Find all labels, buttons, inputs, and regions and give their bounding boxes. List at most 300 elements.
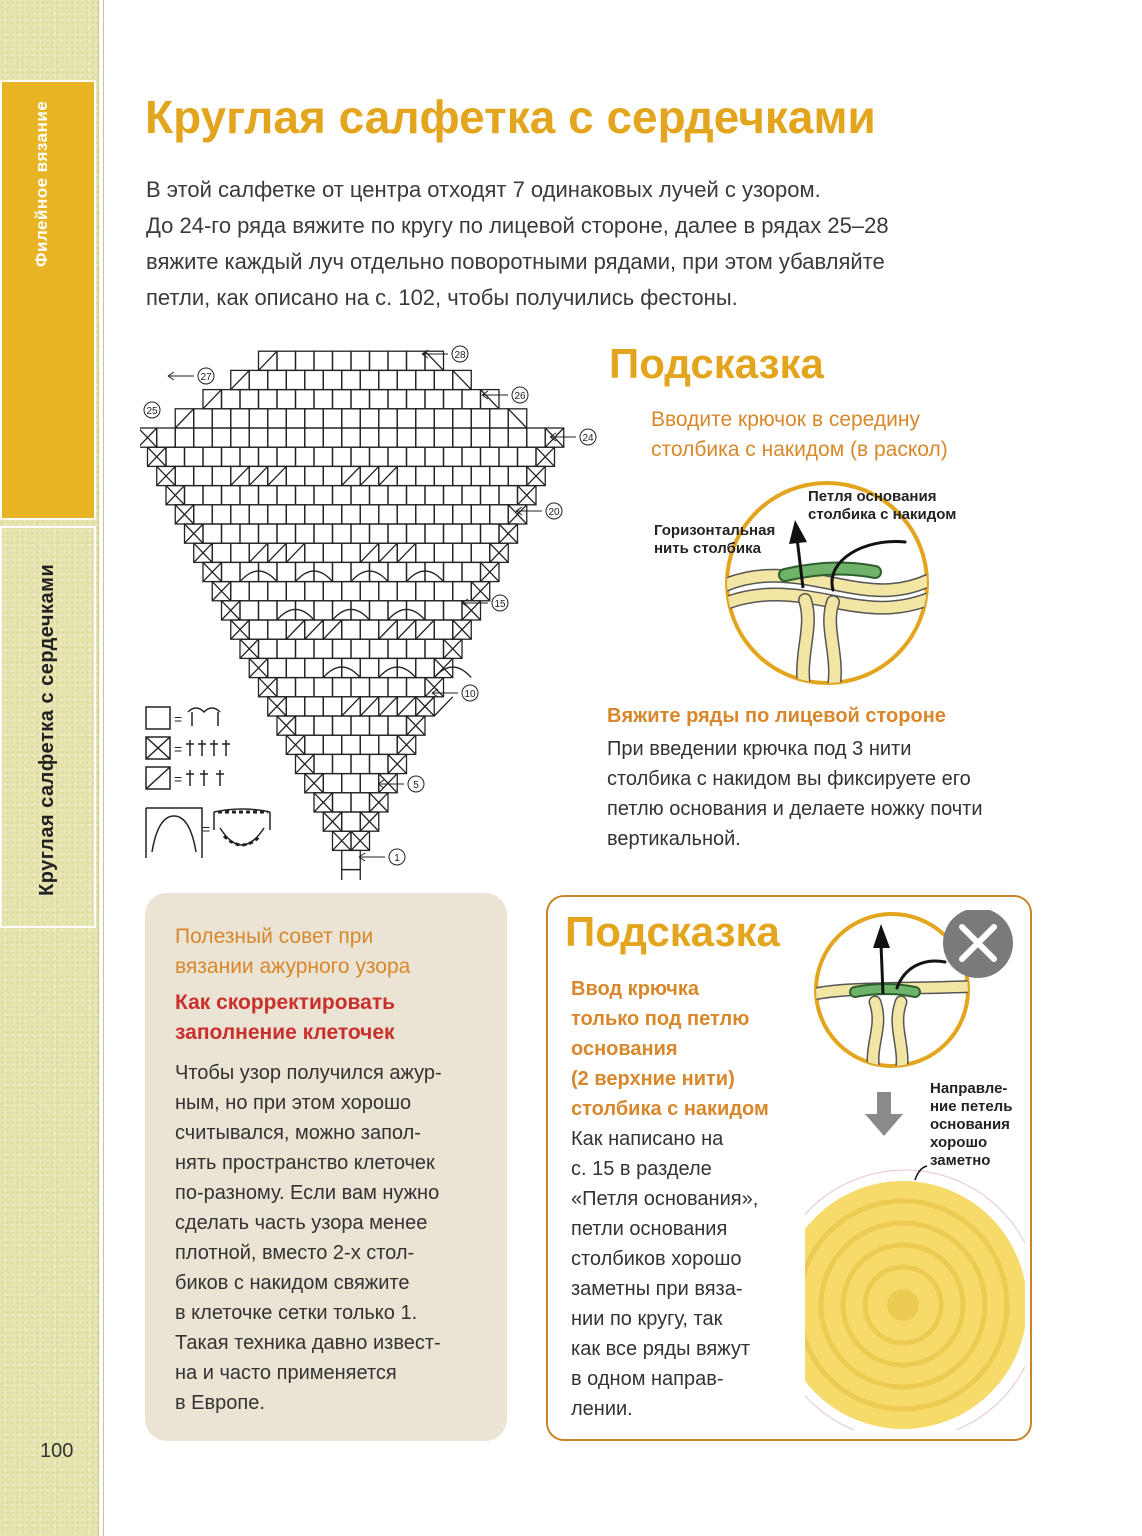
chart-cell (360, 409, 379, 428)
advice-line: считывался, можно запол- (175, 1122, 421, 1144)
chart-cell (240, 390, 259, 409)
chart-cell (416, 409, 435, 428)
chart-cell (333, 390, 352, 409)
chart-cell (296, 639, 315, 658)
down-arrow-icon (865, 1092, 903, 1136)
hint1-subtitle-line: столбика с накидом (в раскол) (651, 438, 948, 461)
sidebar-divider (98, 0, 104, 1536)
chart-cell (323, 466, 342, 485)
chart-cell (323, 774, 342, 793)
chart-cell (286, 582, 305, 601)
chart-cell (323, 582, 342, 601)
advice-heading-line: вязании ажурного узора (175, 955, 411, 978)
section-tab (0, 80, 96, 520)
chart-cell (323, 543, 342, 562)
chart-cell (268, 620, 287, 639)
chart-cell (212, 409, 231, 428)
chart-cell (249, 409, 268, 428)
chart-cell (471, 466, 490, 485)
advice-line: в Европе. (175, 1392, 265, 1414)
chart-cell (490, 409, 509, 428)
chart-cell (462, 486, 481, 505)
hint2-subtitle-line: Ввод крючка (571, 978, 699, 1000)
chart-cell (342, 735, 361, 754)
diagonal-mark (508, 409, 527, 428)
chart-cell (434, 582, 453, 601)
chart-cell (323, 697, 342, 716)
chart-cell (434, 466, 453, 485)
chart-cell (222, 390, 241, 409)
svg-text:=: = (174, 771, 183, 787)
chart-cell (277, 351, 296, 370)
advice-line: по-разному. Если вам нужно (175, 1182, 440, 1204)
chart-cell (194, 409, 213, 428)
chart-cell (370, 486, 389, 505)
chart-cell (370, 447, 389, 466)
chart-cell (342, 409, 361, 428)
chart-cell (157, 428, 176, 447)
chart-cell (416, 543, 435, 562)
chart-cell (342, 370, 361, 389)
row-number: 27 (200, 372, 212, 383)
chart-cell (268, 658, 287, 677)
chart-cell (434, 370, 453, 389)
hint1-subtitle-line: Вводите крючок в середину (651, 408, 920, 431)
chart-cell (286, 466, 305, 485)
chart-cell (407, 486, 426, 505)
advice-line: Такая техника давно извест- (175, 1332, 441, 1354)
advice-heading (175, 922, 410, 982)
chart-cell (277, 390, 296, 409)
chart-cell (388, 562, 407, 581)
svg-text:=: = (174, 711, 183, 727)
chart-cell (249, 505, 268, 524)
diagonal-mark (323, 620, 342, 639)
chart-cell (286, 505, 305, 524)
row-arrow (550, 433, 576, 441)
chart-cell (360, 370, 379, 389)
chart-cell (277, 562, 296, 581)
chart-cell (323, 370, 342, 389)
chart-cell (407, 390, 426, 409)
diagonal-mark (360, 543, 379, 562)
chapter-tab (0, 526, 96, 928)
chart-legend (146, 707, 270, 858)
chart-cell (314, 524, 333, 543)
chart-cell (508, 428, 527, 447)
chart-cell (397, 582, 416, 601)
diagonal-mark (397, 543, 416, 562)
diagonal-mark (305, 620, 324, 639)
crochet-chart (140, 340, 620, 880)
chart-cell (305, 658, 324, 677)
row-number: 10 (464, 689, 476, 700)
stitch-illustration-2 (805, 910, 1025, 1430)
chart-cell (212, 505, 231, 524)
chart-cell (471, 505, 490, 524)
chart-cell (342, 774, 361, 793)
chart-cell (342, 870, 361, 880)
intro-paragraph (146, 172, 1066, 316)
chart-cell (277, 486, 296, 505)
chart-cell (351, 524, 370, 543)
chart-cell (490, 466, 509, 485)
chart-cell (471, 409, 490, 428)
chart-cell (342, 428, 361, 447)
chart-cell (351, 716, 370, 735)
chart-cell (249, 428, 268, 447)
row-arrow (359, 853, 385, 861)
chart-cell (444, 447, 463, 466)
chart-cell (379, 409, 398, 428)
diagonal-mark (231, 370, 250, 389)
chart-cell (351, 793, 370, 812)
chart-cell (425, 601, 444, 620)
advice-line: на и часто применяется (175, 1362, 397, 1384)
diagonal-mark (360, 466, 379, 485)
advice-line: нять пространство клеточек (175, 1152, 435, 1174)
hint2-line: нии по кругу, так (571, 1308, 723, 1330)
chart-cell (508, 466, 527, 485)
hint2-subtitle (571, 974, 769, 1124)
chart-cell (185, 486, 204, 505)
advice-line: Чтобы узор получился ажур- (175, 1062, 442, 1084)
chart-cell (434, 409, 453, 428)
chart-cell (305, 466, 324, 485)
chart-cell (360, 735, 379, 754)
label-line: Петля основания (808, 488, 937, 505)
intro-line: В этой салфетке от центра отходят 7 одинаковых лучей с узором. (146, 177, 821, 202)
hint2-subtitle-line: только под петлю (571, 1008, 750, 1030)
diagonal-mark (397, 620, 416, 639)
chart-cell (212, 428, 231, 447)
chart-cell (212, 543, 231, 562)
chart-cell (305, 370, 324, 389)
diagonal-mark (249, 466, 268, 485)
chart-grid (140, 351, 564, 880)
chart-cell (434, 428, 453, 447)
label-base-loop (808, 488, 956, 524)
chart-cell (416, 505, 435, 524)
chart-cell (360, 582, 379, 601)
diagonal-mark (379, 620, 398, 639)
label-horizontal-thread (654, 522, 775, 558)
diagonal-mark (249, 543, 268, 562)
chapter-label: Круглая салфетка с сердечками (36, 563, 58, 896)
chart-cell (434, 543, 453, 562)
chart-cell (333, 486, 352, 505)
chart-cell (416, 658, 435, 677)
diagonal-mark (397, 697, 416, 716)
hint2-line: с. 15 в разделе (571, 1158, 712, 1180)
chart-cell (342, 543, 361, 562)
chart-cell (333, 678, 352, 697)
chart-cell (268, 582, 287, 601)
chart-cell (388, 390, 407, 409)
chart-cell (314, 447, 333, 466)
diagonal-mark (453, 370, 472, 389)
chart-cell (416, 428, 435, 447)
chart-cell (490, 505, 509, 524)
chart-cell (351, 754, 370, 773)
chart-cell (175, 428, 194, 447)
chart-cell (425, 639, 444, 658)
chart-cell (212, 466, 231, 485)
chart-cell (286, 409, 305, 428)
hint2-line: столбиков хорошо (571, 1248, 742, 1270)
intro-line: вяжите каждый луч отдельно поворотными рядами, при этом убавляйте (146, 249, 885, 274)
chart-cell (360, 774, 379, 793)
chart-cell (518, 447, 537, 466)
chart-cell (425, 447, 444, 466)
row-number: 26 (514, 391, 526, 402)
chart-cell (397, 409, 416, 428)
advice-body (175, 1058, 442, 1418)
chart-cell (305, 409, 324, 428)
chart-cell (296, 486, 315, 505)
chart-cell (305, 697, 324, 716)
chart-cell (249, 620, 268, 639)
direction-label-line: Направле- (930, 1080, 1008, 1097)
chart-cell (425, 390, 444, 409)
diagonal-mark (286, 543, 305, 562)
hint2-line: как все ряды вяжут (571, 1338, 751, 1360)
chart-cell (296, 716, 315, 735)
chart-cell (388, 639, 407, 658)
advice-line: в клеточке сетки только 1. (175, 1302, 418, 1324)
chart-cell (259, 447, 278, 466)
advice-subheading-line: заполнение клеточек (175, 1021, 395, 1044)
chart-cell (370, 524, 389, 543)
chart-cell (444, 486, 463, 505)
chart-cell (259, 486, 278, 505)
chart-cell (407, 447, 426, 466)
chart-cell (444, 390, 463, 409)
advice-line: биков с накидом свяжите (175, 1272, 410, 1294)
chart-cell (453, 582, 472, 601)
chart-cell (481, 447, 500, 466)
direction-label-line: заметно (930, 1152, 991, 1169)
hint2-subtitle-line: столбика с накидом (571, 1098, 769, 1120)
diagonal-mark (416, 620, 435, 639)
chart-cell (388, 447, 407, 466)
chart-cell (360, 428, 379, 447)
chart-cell (416, 582, 435, 601)
rows-text-line: вертикальной. (607, 828, 741, 850)
advice-heading-line: Полезный совет при (175, 925, 374, 948)
chart-cell (175, 466, 194, 485)
chart-cell (194, 466, 213, 485)
chart-cell (185, 447, 204, 466)
chart-cell (462, 390, 481, 409)
chart-cell (323, 735, 342, 754)
row-arrow (168, 372, 194, 380)
chart-cell (481, 524, 500, 543)
chart-cell (462, 524, 481, 543)
chart-cell (370, 716, 389, 735)
direction-label-line: основания (930, 1116, 1010, 1133)
chart-cell (240, 524, 259, 543)
chart-cell (397, 505, 416, 524)
chart-cell (222, 524, 241, 543)
chart-cell (314, 639, 333, 658)
chart-cell (388, 486, 407, 505)
page-title: Круглая салфетка с сердечками (145, 91, 876, 143)
chart-cell (240, 447, 259, 466)
diagonal-mark (434, 697, 453, 716)
chart-cell (323, 505, 342, 524)
chart-cell (333, 447, 352, 466)
chart-cell (259, 601, 278, 620)
chart-cell (231, 428, 250, 447)
chart-cell (333, 639, 352, 658)
chart-cell (388, 716, 407, 735)
chart-cell (379, 505, 398, 524)
hint2-body (571, 1124, 758, 1424)
chart-cell (333, 562, 352, 581)
chart-cell (277, 639, 296, 658)
chart-cell (397, 370, 416, 389)
chart-cell (370, 601, 389, 620)
chart-cell (259, 390, 278, 409)
chart-cell (333, 524, 352, 543)
chart-cell (296, 351, 315, 370)
chart-cell (314, 486, 333, 505)
hint1-subtitle (651, 405, 948, 465)
chart-cell (360, 658, 379, 677)
chart-cell (305, 582, 324, 601)
hint2-line: петли основания (571, 1218, 728, 1240)
chart-cell (527, 428, 546, 447)
chart-cell (453, 409, 472, 428)
advice-subheading-line: Как скорректировать (175, 991, 396, 1014)
label-line: Горизонтальная (654, 522, 776, 539)
diagonal-mark (268, 543, 287, 562)
hint1-title: Подсказка (609, 340, 824, 387)
chart-cell (305, 505, 324, 524)
direction-label (930, 1080, 1012, 1170)
chart-cell (379, 428, 398, 447)
diagonal-mark (379, 466, 398, 485)
diagonal-mark (481, 390, 500, 409)
chart-cell (397, 428, 416, 447)
chart-cell (323, 409, 342, 428)
chart-cell (277, 524, 296, 543)
chart-cell (351, 486, 370, 505)
chart-cell (379, 582, 398, 601)
chart-cell (471, 543, 490, 562)
chart-cell (490, 428, 509, 447)
direction-label-line: ние петель (930, 1098, 1013, 1115)
hint2-line: в одном направ- (571, 1368, 724, 1390)
chart-cell (370, 678, 389, 697)
chart-cell (462, 562, 481, 581)
chart-cell (453, 466, 472, 485)
chart-cell (203, 447, 222, 466)
chart-cell (268, 409, 287, 428)
row-number: 5 (413, 780, 419, 791)
chart-cell (370, 351, 389, 370)
chart-cell (249, 582, 268, 601)
chart-cell (425, 486, 444, 505)
label-line: столбика с накидом (808, 506, 957, 523)
chart-cell (379, 370, 398, 389)
chart-cell (296, 678, 315, 697)
row-arrow (432, 689, 458, 697)
svg-text:=: = (174, 741, 183, 757)
chart-cell (286, 428, 305, 447)
chart-cell (305, 735, 324, 754)
chart-cell (342, 620, 361, 639)
chart-cell (499, 486, 518, 505)
chart-cell (259, 639, 278, 658)
chart-cell (333, 716, 352, 735)
rows-heading: Вяжите ряды по лицевой стороне (607, 705, 946, 727)
hint2-line: лении. (571, 1398, 633, 1420)
chart-cell (462, 447, 481, 466)
chart-cell (240, 601, 259, 620)
chart-cell (203, 486, 222, 505)
diagonal-mark (342, 466, 361, 485)
advice-line: ным, но при этом хорошо (175, 1092, 412, 1114)
chart-cell (360, 505, 379, 524)
hint2-line: «Петля основания», (571, 1188, 759, 1210)
row-arrow (516, 507, 542, 515)
label-line: нить столбика (654, 540, 761, 557)
chart-cell (222, 562, 241, 581)
hint2-title: Подсказка (565, 908, 780, 955)
chart-cell (453, 428, 472, 447)
chart-cell (333, 793, 352, 812)
diagonal-mark (360, 697, 379, 716)
advice-line: сделать часть узора менее (175, 1212, 428, 1234)
chart-cell (351, 678, 370, 697)
chart-cell (305, 428, 324, 447)
hint2-line: заметны при вяза- (571, 1278, 743, 1300)
chart-cell (314, 716, 333, 735)
chart-cell (342, 582, 361, 601)
chart-cell (342, 812, 361, 831)
diagonal-mark (286, 620, 305, 639)
chart-cell (453, 505, 472, 524)
diagonal-mark (231, 466, 250, 485)
chart-cell (314, 390, 333, 409)
svg-text:=: = (202, 821, 211, 837)
page-number: 100 (40, 1440, 74, 1462)
chart-cell (296, 447, 315, 466)
chart-cell (249, 370, 268, 389)
row-arrow (482, 391, 508, 399)
row-number: 28 (454, 350, 466, 361)
chart-cell (305, 543, 324, 562)
row-number: 20 (548, 507, 560, 518)
chart-cell (434, 505, 453, 524)
hint2-line: Как написано на (571, 1128, 724, 1150)
chart-cell (323, 428, 342, 447)
hint2-subtitle-line: (2 верхние нити) (571, 1068, 735, 1090)
chart-cell (471, 428, 490, 447)
chart-cell (453, 543, 472, 562)
chart-cell (407, 639, 426, 658)
chart-cell (388, 678, 407, 697)
chart-cell (499, 447, 518, 466)
chart-cell (222, 486, 241, 505)
rows-text-line: При введении крючка под 3 нити (607, 738, 912, 760)
advice-subheading (175, 988, 395, 1048)
chart-cell (351, 351, 370, 370)
chart-cell (407, 524, 426, 543)
chart-cell (370, 754, 389, 773)
